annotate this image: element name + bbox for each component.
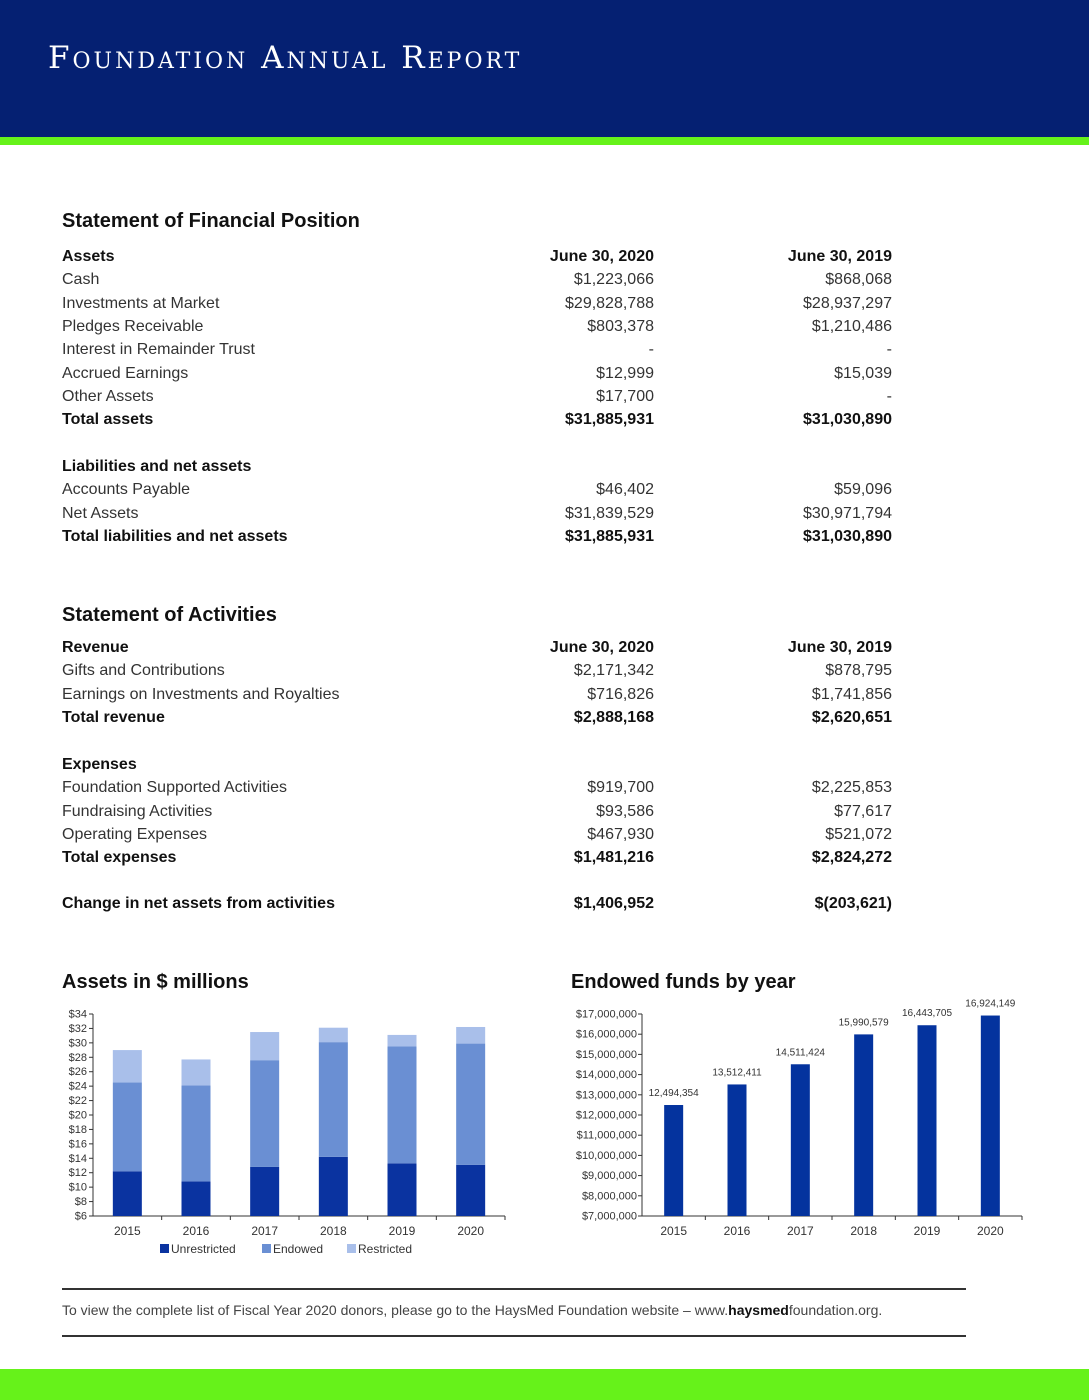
liabilities-row-value-2020: $31,839,529 xyxy=(565,504,654,522)
y-tick-label: $14 xyxy=(68,1152,87,1165)
bar xyxy=(791,1064,810,1216)
expenses-row-value-2019: $2,225,853 xyxy=(811,779,892,797)
total-revenue-row-value-2019: $2,620,651 xyxy=(811,708,892,726)
y-tick-label: $34 xyxy=(68,1008,87,1021)
assets-row-value-2019: $15,039 xyxy=(834,364,892,382)
data-label: 13,512,411 xyxy=(712,1067,762,1079)
bar xyxy=(918,1025,937,1216)
liabilities-row-value-2019: $30,971,794 xyxy=(803,504,892,522)
assets-row-value-2020: - xyxy=(648,341,654,359)
expenses-row-value-2020: $467,930 xyxy=(587,825,654,843)
total-revenue-row-label: Total revenue xyxy=(62,708,165,726)
bar xyxy=(664,1105,683,1216)
bar xyxy=(728,1084,747,1216)
assets-row-label: Accrued Earnings xyxy=(62,364,189,382)
x-tick-label: 2018 xyxy=(319,1224,347,1238)
total-liabilities-row-value-2020: $31,885,931 xyxy=(565,527,654,545)
x-tick-label: 2019 xyxy=(388,1224,416,1238)
bar xyxy=(854,1034,873,1216)
footer-prefix: To view the complete list of Fiscal Year 2020 donors, please go to the HaysMed Foundation website – www. xyxy=(62,1302,729,1318)
x-tick-label: 2020 xyxy=(457,1224,485,1238)
assets-chart-title: Assets in $ millions xyxy=(62,971,249,993)
expenses-row-value-2019: $77,617 xyxy=(834,802,892,820)
y-tick-label: $16,000,000 xyxy=(575,1028,637,1041)
accent-bar-bottom xyxy=(0,1369,1089,1400)
footer-site-bold[interactable]: haysmed xyxy=(728,1302,789,1318)
y-tick-label: $9,000,000 xyxy=(581,1170,637,1183)
revenue-row-value-2019: $1,741,856 xyxy=(811,685,892,703)
y-tick-label: $8 xyxy=(74,1196,87,1209)
y-tick-label: $20 xyxy=(68,1109,87,1122)
assets-row-value-2019: - xyxy=(886,341,892,359)
data-label: 14,511,424 xyxy=(775,1047,825,1059)
total-expenses-row-label: Total expenses xyxy=(62,849,177,867)
liabilities-row-value-2020: $46,402 xyxy=(596,481,654,499)
expenses-row-value-2019: $521,072 xyxy=(825,825,892,843)
expenses-row-value-2020: $93,586 xyxy=(596,802,654,820)
expenses-header-row-label: Expenses xyxy=(62,756,137,773)
x-tick-label: 2015 xyxy=(660,1224,688,1238)
x-tick-label: 2017 xyxy=(786,1224,814,1238)
revenue-header-row-label: Revenue xyxy=(62,639,129,656)
revenue-row-label: Earnings on Investments and Royalties xyxy=(62,685,340,703)
revenue-header-row-value-2019: June 30, 2019 xyxy=(787,639,892,656)
total-assets-row-value-2020: $31,885,931 xyxy=(565,411,654,429)
y-tick-label: $16 xyxy=(68,1138,87,1151)
assets-row-value-2020: $12,999 xyxy=(596,364,654,382)
change-in-net-assets-row-value-2019: $(203,621) xyxy=(814,895,892,912)
liabilities-row-label: Net Assets xyxy=(62,504,139,522)
expenses-row-label: Foundation Supported Activities xyxy=(62,779,288,797)
change-in-net-assets-row-label: Change in net assets from activities xyxy=(62,895,335,912)
revenue-row-value-2020: $2,171,342 xyxy=(573,662,654,680)
assets-row-value-2019: $868,068 xyxy=(825,271,892,289)
y-tick-label: $15,000,000 xyxy=(575,1048,637,1061)
total-expenses-row-value-2019: $2,824,272 xyxy=(811,849,892,867)
y-tick-label: $8,000,000 xyxy=(581,1190,637,1203)
total-expenses-row-value-2020: $1,481,216 xyxy=(573,849,654,867)
legend-label-endowed: Endowed xyxy=(273,1242,324,1256)
data-label: 12,494,354 xyxy=(648,1088,699,1100)
report-title: Foundation Annual Report xyxy=(48,40,523,76)
x-tick-label: 2016 xyxy=(182,1224,210,1238)
y-tick-label: $30 xyxy=(68,1037,87,1050)
assets-header-row-value-2019: June 30, 2019 xyxy=(787,248,892,265)
y-tick-label: $10 xyxy=(68,1181,87,1194)
data-label: 16,924,149 xyxy=(965,998,1016,1010)
endowed-chart-title: Endowed funds by year xyxy=(571,971,796,993)
assets-row-label: Other Assets xyxy=(62,387,154,405)
liabilities-row-value-2019: $59,096 xyxy=(834,481,892,499)
y-tick-label: $14,000,000 xyxy=(575,1069,637,1082)
x-tick-label: 2017 xyxy=(251,1224,279,1238)
assets-row-label: Interest in Remainder Trust xyxy=(62,341,255,359)
x-tick-label: 2015 xyxy=(113,1224,141,1238)
y-tick-label: $18 xyxy=(68,1123,87,1136)
x-tick-label: 2018 xyxy=(850,1224,878,1238)
expenses-row-label: Operating Expenses xyxy=(62,825,207,843)
bar xyxy=(981,1016,1000,1216)
total-assets-row-value-2019: $31,030,890 xyxy=(803,411,892,429)
assets-header-row-value-2020: June 30, 2020 xyxy=(549,248,654,265)
footer-divider-top xyxy=(62,1288,966,1290)
y-tick-label: $12 xyxy=(68,1167,87,1180)
x-tick-label: 2020 xyxy=(976,1224,1004,1238)
footer-divider-bottom xyxy=(62,1335,966,1337)
total-revenue-row-value-2020: $2,888,168 xyxy=(573,708,654,726)
assets-row-value-2020: $803,378 xyxy=(587,317,654,335)
data-label: 16,443,705 xyxy=(901,1008,953,1020)
y-tick-label: $32 xyxy=(68,1022,87,1035)
expenses-row-label: Fundraising Activities xyxy=(62,802,213,820)
data-label: 15,990,579 xyxy=(838,1017,889,1029)
assets-row-value-2020: $1,223,066 xyxy=(573,271,654,289)
assets-row-value-2020: $29,828,788 xyxy=(565,294,654,312)
y-tick-label: $22 xyxy=(68,1095,87,1108)
y-tick-label: $26 xyxy=(68,1066,87,1079)
assets-row-value-2019: $28,937,297 xyxy=(803,294,892,312)
y-tick-label: $28 xyxy=(68,1051,87,1064)
assets-row-value-2020: $17,700 xyxy=(596,387,654,405)
y-tick-label: $12,000,000 xyxy=(575,1109,637,1122)
assets-row-label: Pledges Receivable xyxy=(62,317,204,335)
y-tick-label: $11,000,000 xyxy=(576,1129,637,1142)
revenue-row-label: Gifts and Contributions xyxy=(62,662,225,680)
liabilities-row-label: Accounts Payable xyxy=(62,481,191,499)
activities-title: Statement of Activities xyxy=(62,604,277,626)
revenue-row-value-2019: $878,795 xyxy=(825,662,892,680)
y-tick-label: $17,000,000 xyxy=(575,1008,637,1021)
expenses-row-value-2020: $919,700 xyxy=(587,779,654,797)
assets-row-label: Investments at Market xyxy=(62,294,220,312)
x-tick-label: 2019 xyxy=(913,1224,941,1238)
total-liabilities-row-label: Total liabilities and net assets xyxy=(62,527,288,545)
y-tick-label: $10,000,000 xyxy=(575,1149,637,1162)
legend-label-unrestricted: Unrestricted xyxy=(171,1242,236,1256)
total-liabilities-row-value-2019: $31,030,890 xyxy=(803,527,892,545)
financial-position-title: Statement of Financial Position xyxy=(62,210,360,232)
y-tick-label: $6 xyxy=(74,1210,87,1223)
footer-note xyxy=(62,1302,982,1318)
liabilities-header-row-label: Liabilities and net assets xyxy=(62,458,252,475)
revenue-header-row-value-2020: June 30, 2020 xyxy=(549,639,654,656)
legend-label-restricted: Restricted xyxy=(358,1242,413,1256)
y-tick-label: $7,000,000 xyxy=(581,1210,637,1223)
assets-header-row-label: Assets xyxy=(62,248,115,265)
total-assets-row-label: Total assets xyxy=(62,411,154,429)
assets-row-value-2019: $1,210,486 xyxy=(811,317,892,335)
assets-row-value-2019: - xyxy=(886,387,892,405)
y-tick-label: $24 xyxy=(68,1080,87,1093)
y-tick-label: $13,000,000 xyxy=(575,1089,637,1102)
assets-row-label: Cash xyxy=(62,271,100,289)
x-tick-label: 2016 xyxy=(723,1224,751,1238)
revenue-row-value-2020: $716,826 xyxy=(587,685,654,703)
change-in-net-assets-row-value-2020: $1,406,952 xyxy=(573,895,654,912)
footer-site-rest[interactable]: foundation.org. xyxy=(788,1302,883,1318)
